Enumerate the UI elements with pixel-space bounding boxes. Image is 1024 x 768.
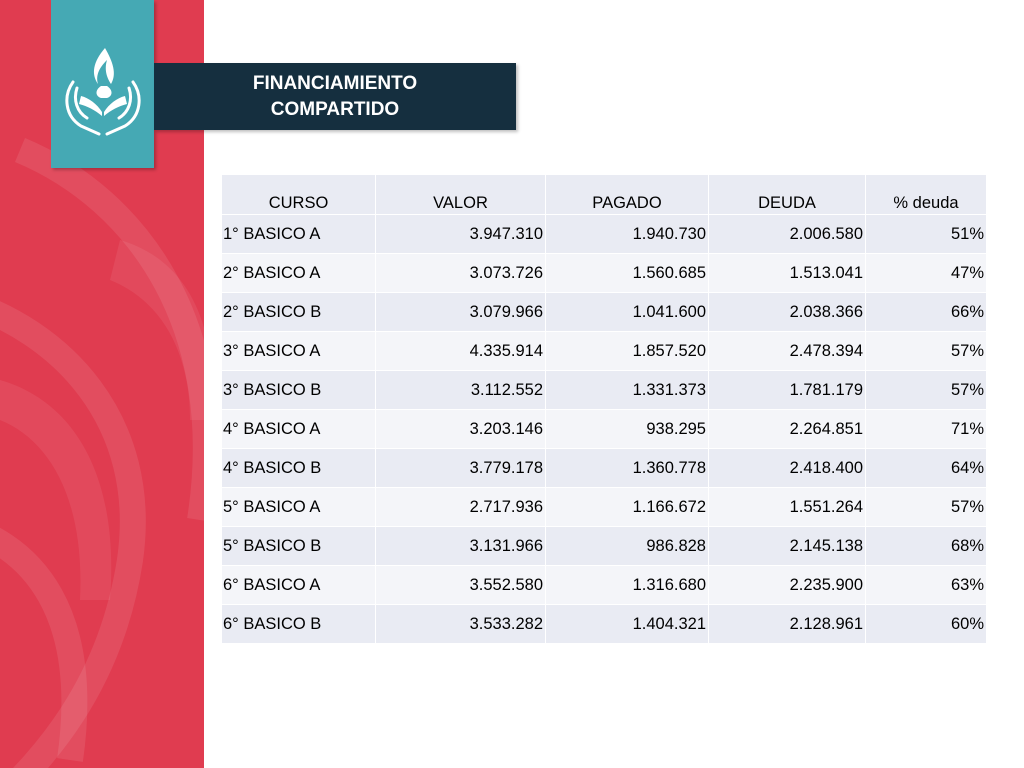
cell-pagado: 1.041.600 (545, 293, 708, 332)
cell-valor: 3.947.310 (375, 215, 545, 254)
cell-porcentaje-deuda: 68% (865, 527, 986, 566)
column-header-pagado: PAGADO (545, 175, 708, 215)
cell-pagado: 1.360.778 (545, 449, 708, 488)
column-header-porcentaje-deuda: % deuda (865, 175, 986, 215)
cell-porcentaje-deuda: 66% (865, 293, 986, 332)
cell-porcentaje-deuda: 71% (865, 410, 986, 449)
cell-deuda: 2.038.366 (708, 293, 865, 332)
cell-deuda: 2.235.900 (708, 566, 865, 605)
cell-valor: 3.779.178 (375, 449, 545, 488)
cell-curso: 6° BASICO A (222, 566, 375, 605)
table-row (222, 215, 986, 254)
cell-curso: 2° BASICO B (222, 293, 375, 332)
column-header-curso: CURSO (222, 175, 375, 215)
table-row (222, 332, 986, 371)
cell-deuda: 1.551.264 (708, 488, 865, 527)
cell-porcentaje-deuda: 57% (865, 371, 986, 410)
table-row (222, 254, 986, 293)
cell-deuda: 1.513.041 (708, 254, 865, 293)
cell-porcentaje-deuda: 57% (865, 332, 986, 371)
cell-valor: 3.533.282 (375, 605, 545, 644)
cell-porcentaje-deuda: 47% (865, 254, 986, 293)
cell-pagado: 986.828 (545, 527, 708, 566)
cell-deuda: 2.478.394 (708, 332, 865, 371)
column-header-valor: VALOR (375, 175, 545, 215)
table-row (222, 566, 986, 605)
cell-curso: 6° BASICO B (222, 605, 375, 644)
cell-deuda: 2.418.400 (708, 449, 865, 488)
cell-curso: 3° BASICO B (222, 371, 375, 410)
cell-deuda: 1.781.179 (708, 371, 865, 410)
cell-pagado: 1.940.730 (545, 215, 708, 254)
cell-deuda: 2.128.961 (708, 605, 865, 644)
table-header-row (222, 175, 986, 215)
cell-valor: 3.552.580 (375, 566, 545, 605)
cell-deuda: 2.006.580 (708, 215, 865, 254)
cell-curso: 4° BASICO B (222, 449, 375, 488)
cell-pagado: 1.857.520 (545, 332, 708, 371)
table-row (222, 293, 986, 332)
column-header-deuda: DEUDA (708, 175, 865, 215)
table-row (222, 371, 986, 410)
page-title (154, 63, 516, 130)
cell-valor: 2.717.936 (375, 488, 545, 527)
table-row (222, 410, 986, 449)
cell-porcentaje-deuda: 51% (865, 215, 986, 254)
table-row (222, 605, 986, 644)
cell-curso: 5° BASICO B (222, 527, 375, 566)
table-row (222, 449, 986, 488)
cell-pagado: 1.166.672 (545, 488, 708, 527)
cell-deuda: 2.145.138 (708, 527, 865, 566)
page-title-line-2: COMPARTIDO (270, 98, 400, 120)
cell-pagado: 938.295 (545, 410, 708, 449)
cell-curso: 1° BASICO A (222, 215, 375, 254)
cell-valor: 3.131.966 (375, 527, 545, 566)
cell-curso: 5° BASICO A (222, 488, 375, 527)
flame-hands-book-logo (51, 0, 154, 168)
logo-panel (51, 0, 154, 168)
cell-curso: 2° BASICO A (222, 254, 375, 293)
financing-table (222, 175, 986, 644)
page-title-line-1: FINANCIAMIENTO (252, 72, 418, 94)
cell-porcentaje-deuda: 64% (865, 449, 986, 488)
cell-porcentaje-deuda: 57% (865, 488, 986, 527)
cell-valor: 3.079.966 (375, 293, 545, 332)
cell-porcentaje-deuda: 63% (865, 566, 986, 605)
cell-valor: 3.112.552 (375, 371, 545, 410)
cell-pagado: 1.560.685 (545, 254, 708, 293)
cell-valor: 4.335.914 (375, 332, 545, 371)
table-row (222, 488, 986, 527)
table-row (222, 527, 986, 566)
cell-valor: 3.073.726 (375, 254, 545, 293)
cell-curso: 3° BASICO A (222, 332, 375, 371)
cell-curso: 4° BASICO A (222, 410, 375, 449)
cell-valor: 3.203.146 (375, 410, 545, 449)
cell-deuda: 2.264.851 (708, 410, 865, 449)
cell-porcentaje-deuda: 60% (865, 605, 986, 644)
cell-pagado: 1.331.373 (545, 371, 708, 410)
cell-pagado: 1.404.321 (545, 605, 708, 644)
cell-pagado: 1.316.680 (545, 566, 708, 605)
